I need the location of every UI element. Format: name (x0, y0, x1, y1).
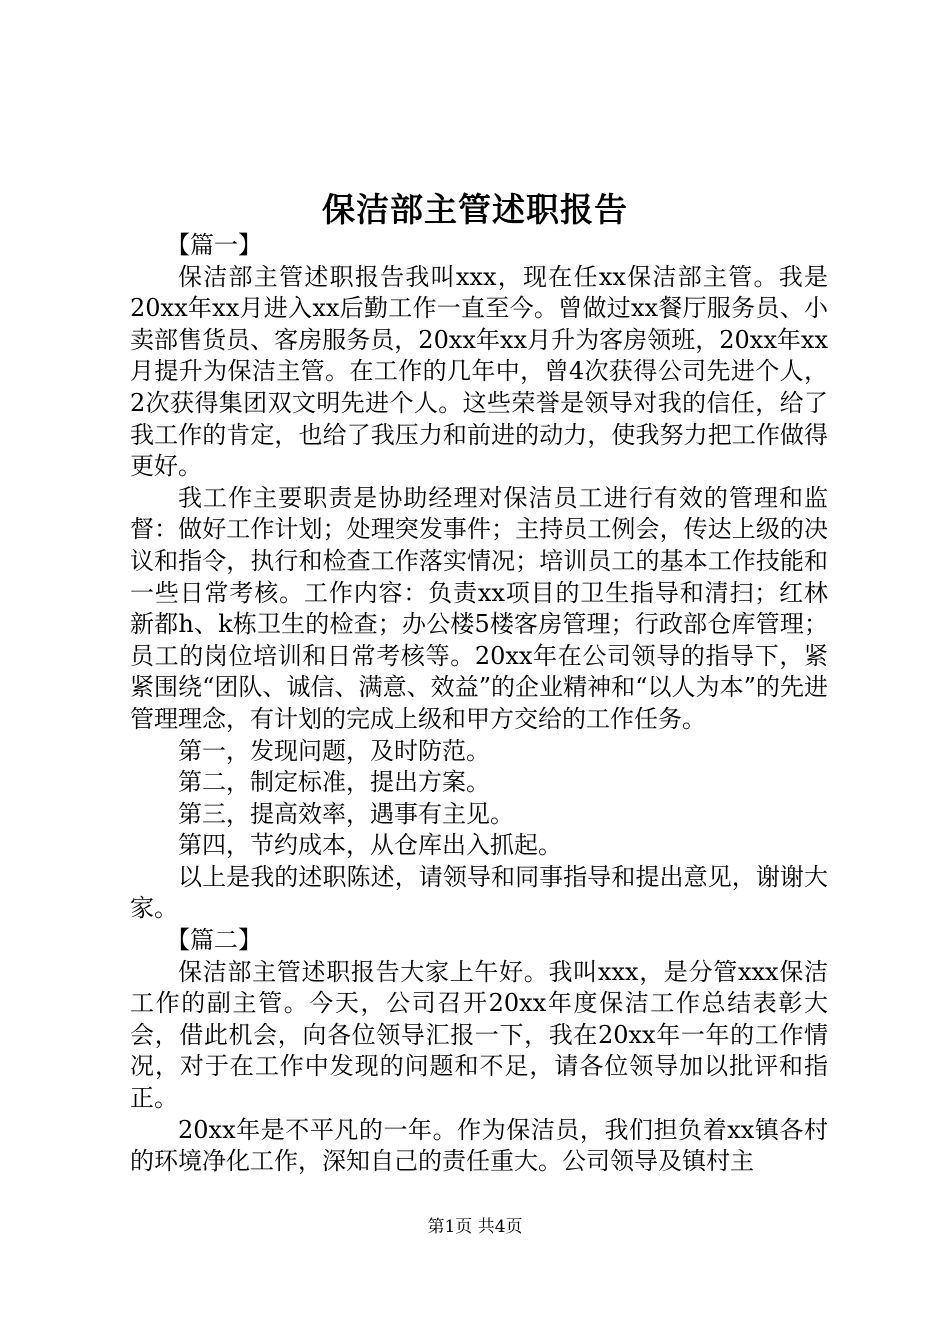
paragraph: 第三，提高效率，遇事有主见。 (178, 799, 514, 828)
paragraph: 保洁部主管述职报告我叫xxx，现在任xx保洁部主管。我是20xx年xx月进入xx后勤工作一直至今。曾做过xx餐厅服务员、小卖部售货员、客房服务员，20xx年xx月升为客房领班，20xx年xx月提升为保洁主管。在工作的几年中，曾4次获得公司先进个人，2次获得集团双文明先进个人。这些荣誉是领导对我的信任，给了我工作的肯定，也给了我压力和前进的动力，使我努力把工作做得更好。 (130, 262, 828, 481)
paragraph: 20xx年是不平凡的一年。作为保洁员，我们担负着xx镇各村的环境净化工作，深知自己的责任重大。公司领导及镇村主 (130, 1115, 828, 1176)
paragraph: 以上是我的述职陈述，请领导和同事指导和提出意见，谢谢大家。 (130, 862, 828, 923)
page-number-footer: 第1页 共4页 (427, 1217, 523, 1237)
paragraph: 我工作主要职责是协助经理对保洁员工进行有效的管理和监督：做好工作计划；处理突发事件；主持员工例会，传达上级的决议和指令，执行和检查工作落实情况；培训员工的基本工作技能和一些日常考核。工作内容：负责xx项目的卫生指导和清扫；红林新都h、k栋卫生的检查；办公楼5楼客房管理；行政部仓库管理；员工的岗位培训和日常考核等。20xx年在公司领导的指导下，紧紧围绕“团队、诚信、满意、效益”的企业精神和“以人为本”的先进管理理念，有计划的完成上级和甲方交给的工作任务。 (130, 483, 828, 733)
section-heading: 【篇二】 (166, 926, 262, 955)
paragraph: 第一，发现问题，及时防范。 (178, 736, 490, 765)
paragraph: 第四，节约成本，从仓库出入抓起。 (178, 831, 562, 860)
paragraph: 保洁部主管述职报告大家上午好。我叫xxx，是分管xxx保洁工作的副主管。今天，公司召开20xx年度保洁工作总结表彰大会，借此机会，向各位领导汇报一下，我在20xx年一年的工作情况，对于在工作中发现的问题和不足，请各位领导加以批评和指正。 (130, 957, 828, 1113)
paragraph: 第二，制定标准，提出方案。 (178, 768, 490, 797)
section-heading: 【篇一】 (166, 231, 262, 259)
document-title: 保洁部主管述职报告 (322, 190, 628, 229)
document-body (130, 230, 828, 1178)
